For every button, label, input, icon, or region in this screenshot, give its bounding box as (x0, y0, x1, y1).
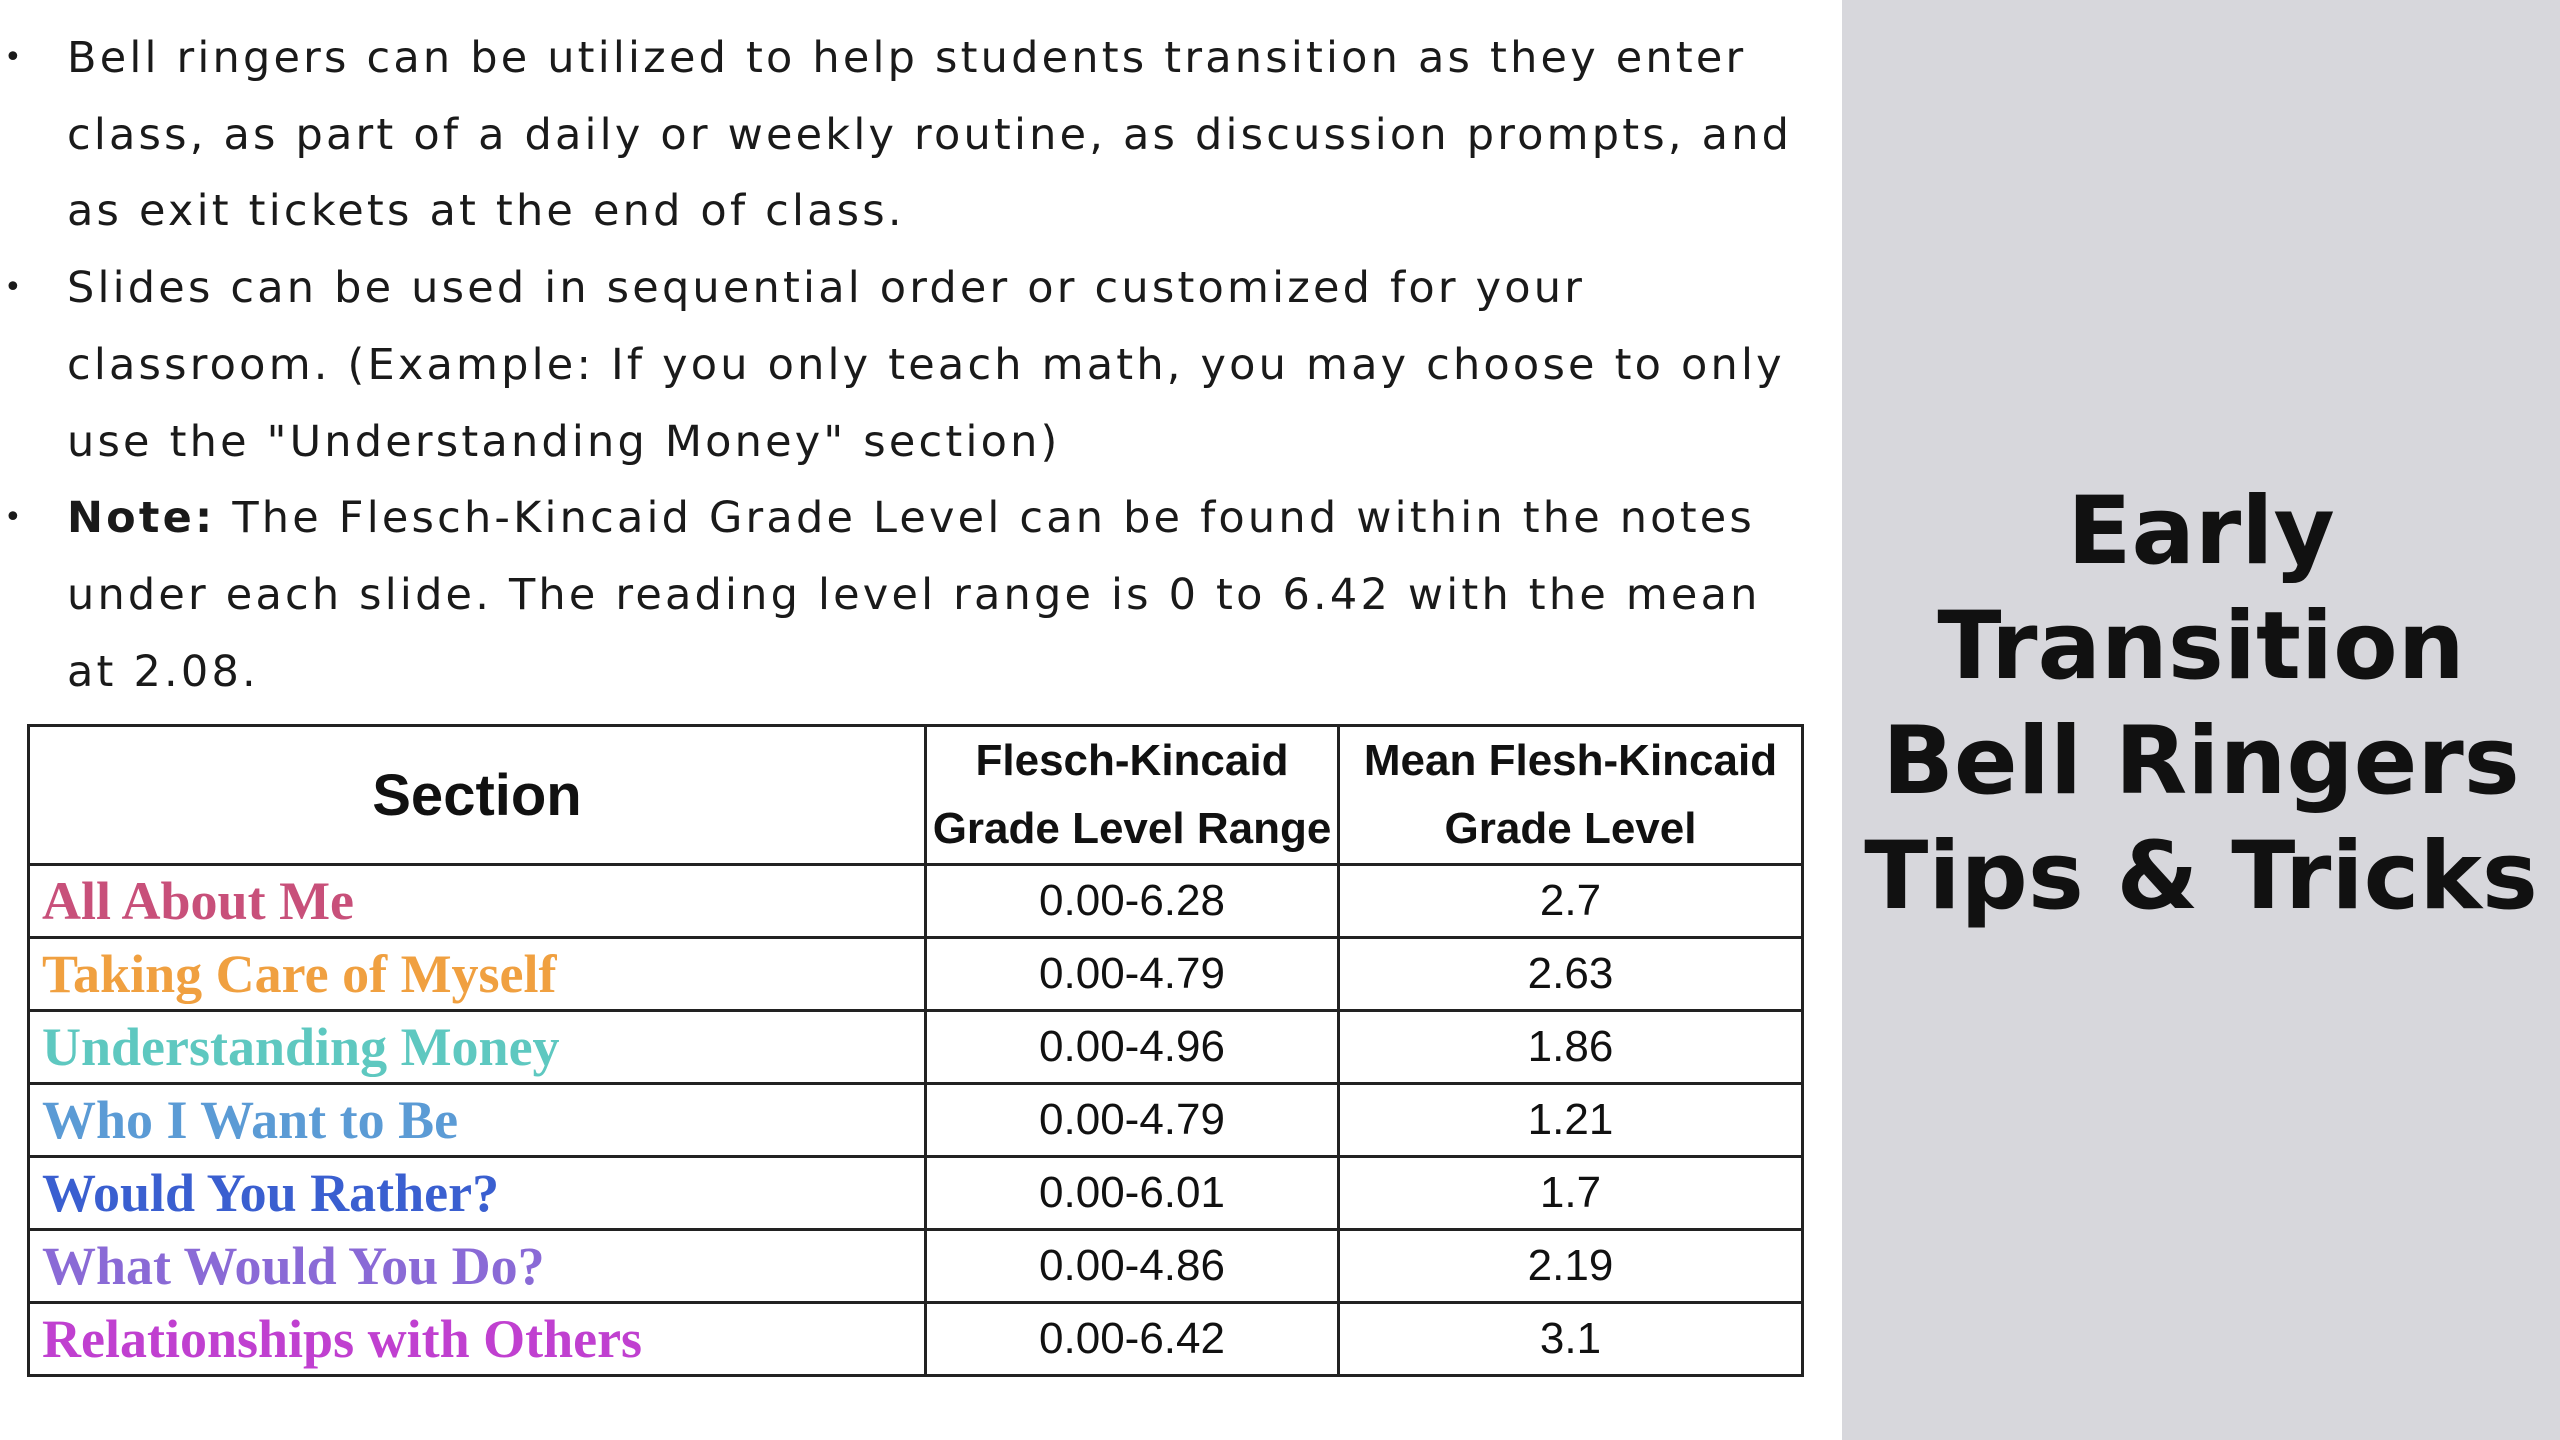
table-body (29, 865, 1803, 1376)
title-line: Transition (1937, 592, 2465, 701)
table-row (29, 1084, 1803, 1157)
grade-range: 0.00-6.28 (926, 865, 1339, 938)
grade-range: 0.00-6.01 (926, 1157, 1339, 1230)
header-mean-line: Mean Flesh-Kincaid (1363, 736, 1778, 785)
header-section: Section (29, 726, 926, 865)
mean-grade: 2.19 (1339, 1230, 1803, 1303)
header-range (926, 726, 1339, 865)
note-label: Note: (67, 493, 216, 544)
title-panel (1842, 0, 2560, 1440)
mean-grade: 2.63 (1339, 938, 1803, 1011)
table-row (29, 865, 1803, 938)
bullet-line: The Flesch-Kincaid Grade Level can be found within the notes (215, 493, 1756, 544)
grade-range: 0.00-6.42 (926, 1303, 1339, 1376)
bullet-list (0, 20, 1830, 710)
bullet-item-2 (0, 250, 1830, 480)
mean-grade: 1.7 (1339, 1157, 1803, 1230)
bullet-line: Bell ringers can be utilized to help students transition as they enter (67, 33, 1747, 83)
section-name: Taking Care of Myself (29, 938, 926, 1011)
table-row (29, 1157, 1803, 1230)
title-line: Bell Ringers (1882, 707, 2520, 816)
table-row (29, 1303, 1803, 1376)
bullet-item-1 (0, 20, 1830, 250)
title-line: Early (2067, 477, 2335, 586)
bullet-item-3 (0, 480, 1830, 710)
slide-title (1864, 474, 2538, 934)
grade-level-table (27, 724, 1804, 1377)
table-row (29, 1011, 1803, 1084)
table-row (29, 1230, 1803, 1303)
bullet-icon: • (4, 40, 22, 75)
bullet-line: under each slide. The reading level range is 0 to 6.42 with the mean (67, 569, 1761, 620)
section-name: Would You Rather? (29, 1157, 926, 1230)
bullet-line: class, as part of a daily or weekly routine, as discussion prompts, and (67, 109, 1793, 160)
header-range-line: Flesch-Kincaid (975, 736, 1289, 785)
header-mean-line: Grade Level (1444, 804, 1697, 853)
title-line: Tips & Tricks (1864, 822, 2538, 931)
section-name: Who I Want to Be (29, 1084, 926, 1157)
grade-range: 0.00-4.79 (926, 1084, 1339, 1157)
grade-range: 0.00-4.79 (926, 938, 1339, 1011)
header-mean (1339, 726, 1803, 865)
section-name: What Would You Do? (29, 1230, 926, 1303)
grade-range: 0.00-4.96 (926, 1011, 1339, 1084)
bullet-line: classroom. (Example: If you only teach math, you may choose to only (67, 339, 1785, 390)
bullet-icon: • (4, 270, 22, 306)
section-name: Understanding Money (29, 1011, 926, 1084)
section-name: All About Me (29, 865, 926, 938)
mean-grade: 1.86 (1339, 1011, 1803, 1084)
bullet-line: use the "Understanding Money" section) (67, 416, 1061, 467)
section-name: Relationships with Others (29, 1303, 926, 1376)
mean-grade: 3.1 (1339, 1303, 1803, 1376)
table-header-row (29, 726, 1803, 865)
mean-grade: 1.21 (1339, 1084, 1803, 1157)
grade-range: 0.00-4.86 (926, 1230, 1339, 1303)
table-row (29, 938, 1803, 1011)
bullet-line: Slides can be used in sequential order or customized for your (67, 263, 1586, 314)
mean-grade: 2.7 (1339, 865, 1803, 938)
header-range-line: Grade Level Range (932, 804, 1332, 853)
bullet-line: as exit tickets at the end of class. (67, 186, 905, 237)
bullet-icon: • (4, 500, 22, 536)
bullet-line: at 2.08. (67, 646, 259, 697)
